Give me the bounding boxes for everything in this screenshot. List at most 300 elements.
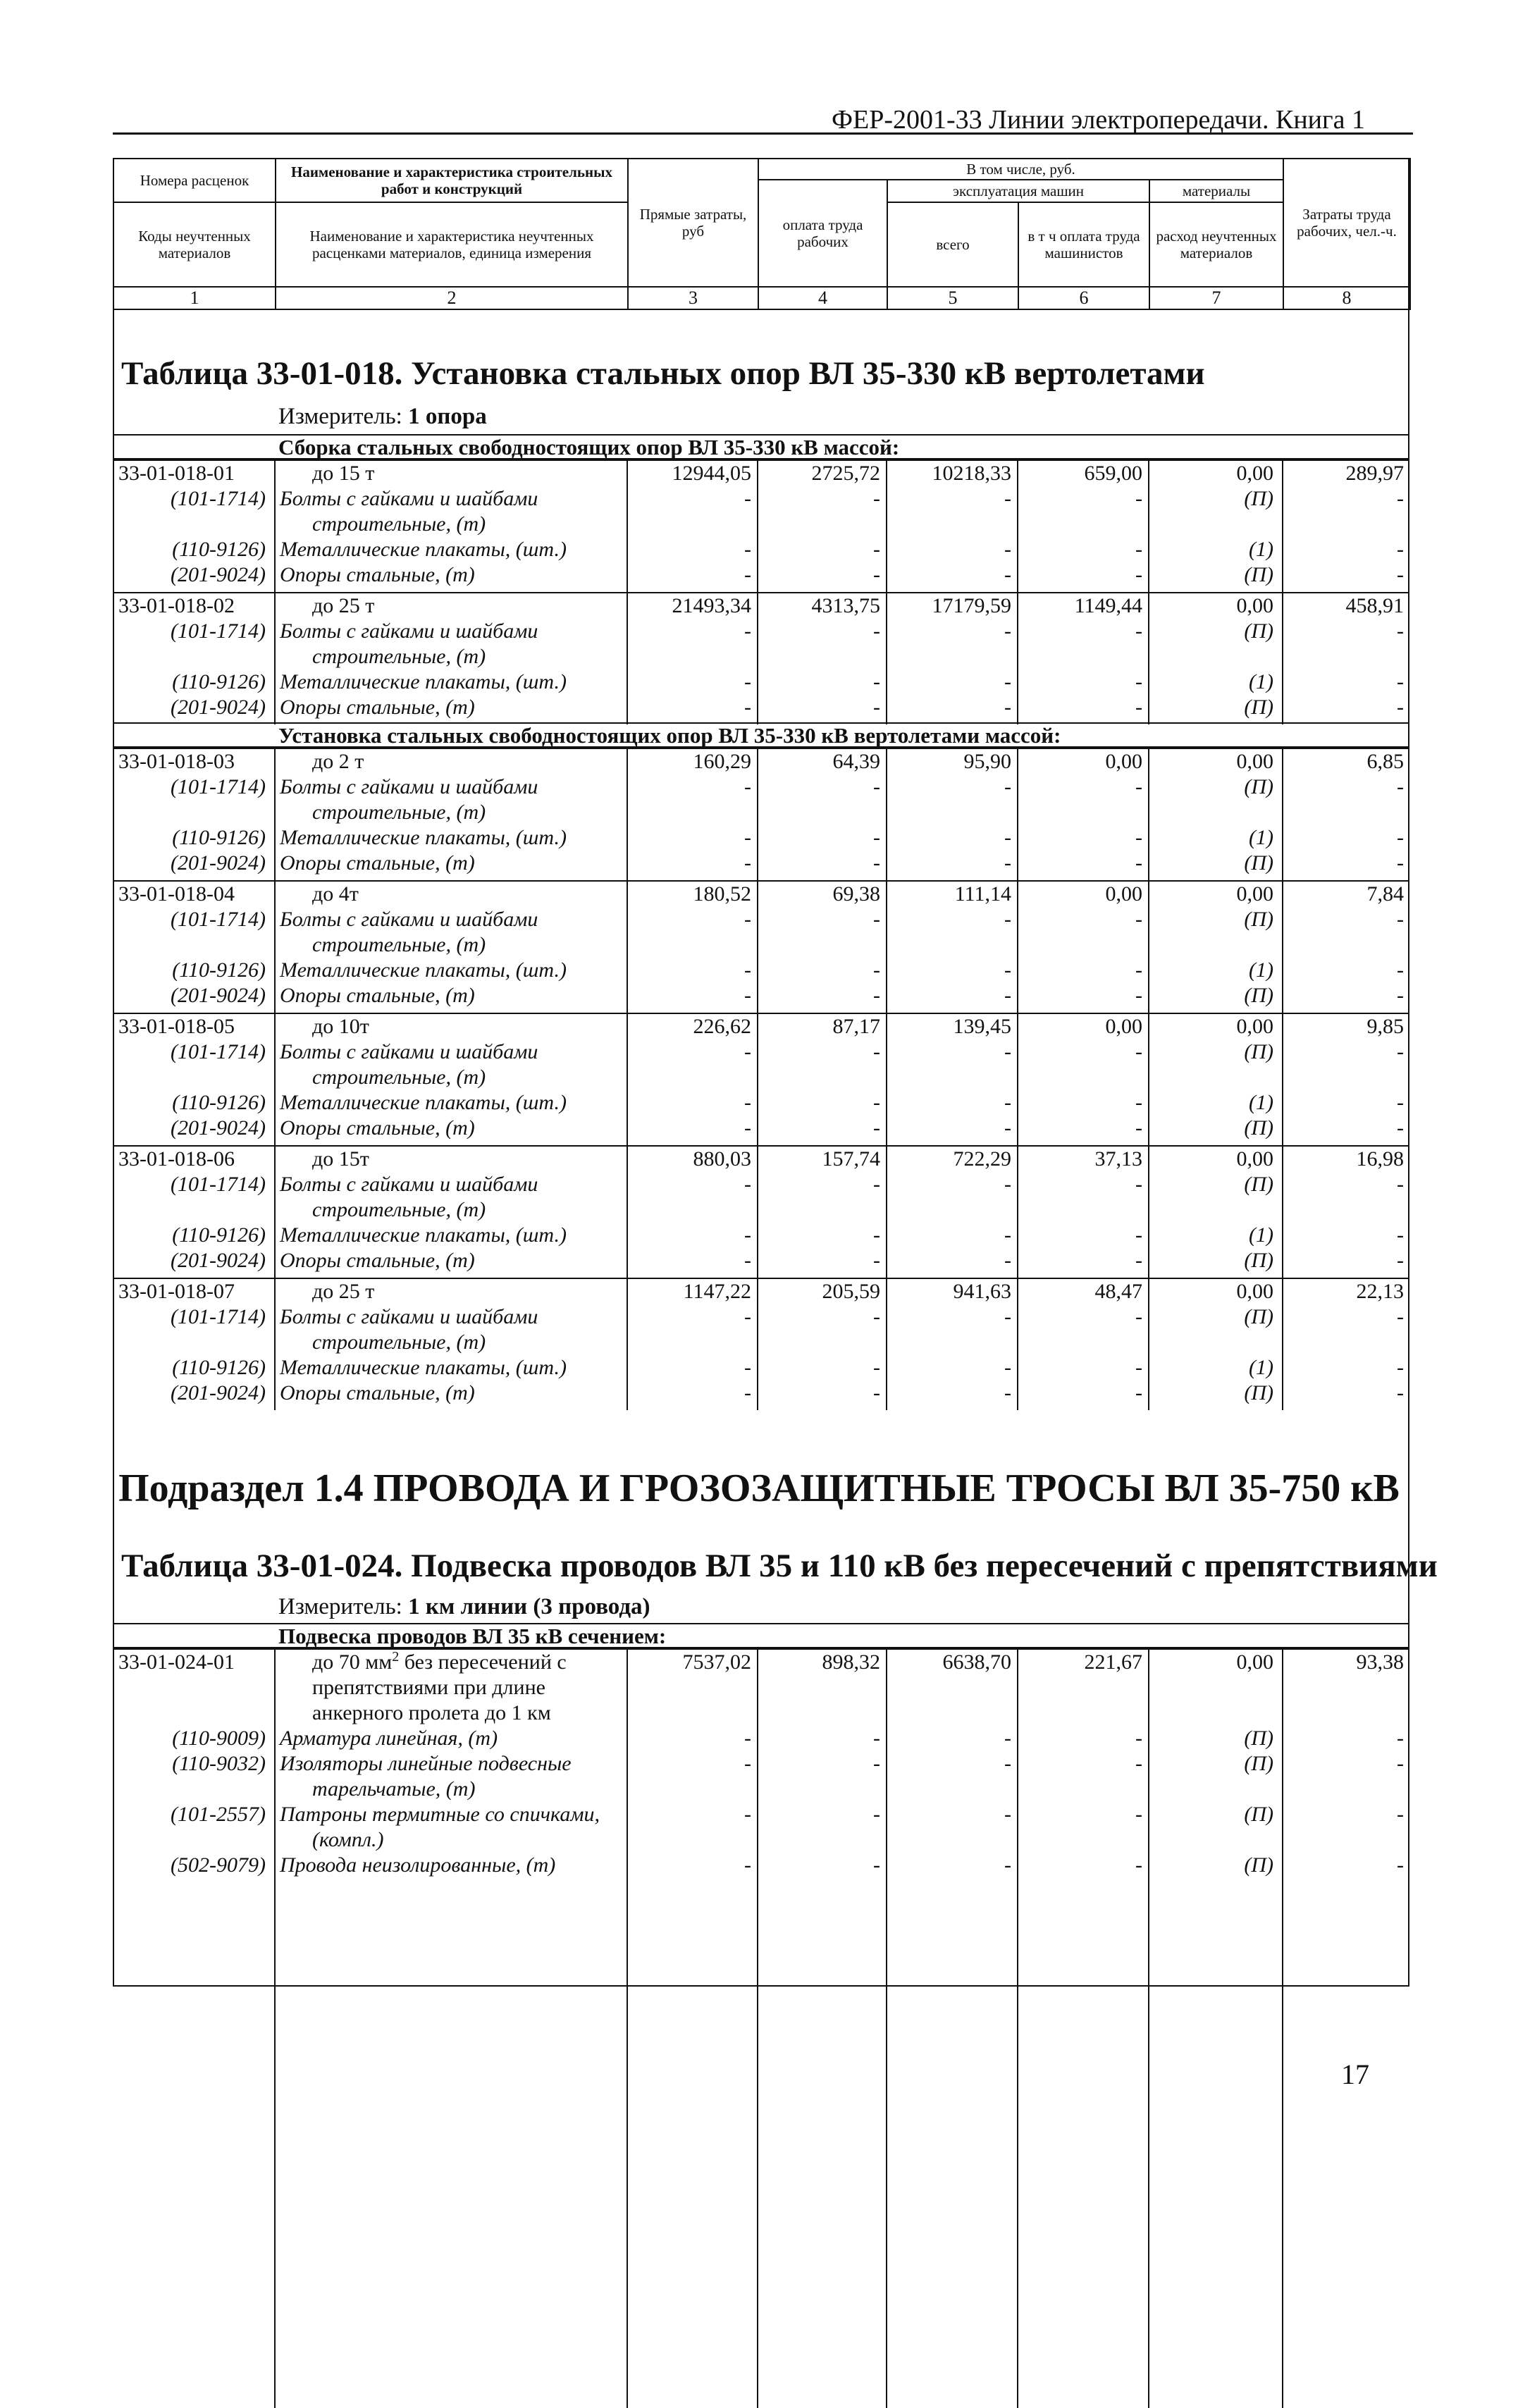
material-unit: (П) (1149, 1802, 1283, 1853)
dash: - (887, 1248, 1018, 1278)
dash: - (627, 1304, 758, 1355)
material-row (113, 983, 1409, 1013)
dash: - (1283, 486, 1409, 537)
material-code: (110-9126) (172, 670, 266, 693)
material-row (113, 907, 1409, 958)
labor-hours: 93,38 (1283, 1649, 1409, 1726)
dash: - (758, 851, 887, 881)
subsection-title: Подраздел 1.4 ПРОВОДА И ГРОЗОЗАЩИТНЫЕ ТРОСЫ ВЛ 35-750 кВ (118, 1467, 1400, 1510)
rate-row (113, 460, 1409, 486)
dash: - (627, 1853, 758, 2408)
material-name: Металлические плакаты, (шт.) (275, 1223, 627, 1248)
material-name: Металлические плакаты, (шт.) (275, 1355, 627, 1381)
material-name: Болты с гайками и шайбами строительные, (т) (275, 486, 627, 537)
col-number-3: 3 (628, 287, 758, 309)
dash: - (758, 1751, 887, 1802)
rate-code: 33-01-018-03 (113, 748, 275, 774)
material-code: (502-9079) (171, 1853, 266, 1877)
dash: - (627, 486, 758, 537)
dash: - (627, 1355, 758, 1381)
col-number-6: 6 (1018, 287, 1149, 309)
dash: - (1283, 562, 1409, 593)
dash: - (1283, 983, 1409, 1013)
dash: - (1018, 983, 1149, 1013)
machine-cost: 111,14 (887, 881, 1018, 907)
material-name: Металлические плакаты, (шт.) (275, 537, 627, 562)
labor-hours: 9,85 (1283, 1013, 1409, 1039)
column-header (113, 158, 1411, 310)
material-unit: (П) (1149, 1751, 1283, 1802)
dash: - (887, 1853, 1018, 2408)
dash: - (1283, 1248, 1409, 1278)
material-row (113, 695, 1409, 724)
machine-cost: 6638,70 (887, 1649, 1018, 1726)
dash: - (1283, 1802, 1409, 1853)
material-code: (201-9024) (171, 1116, 266, 1140)
machine-labor-cost: 659,00 (1018, 460, 1149, 486)
labor-cost: 87,17 (758, 1013, 887, 1039)
dash: - (627, 669, 758, 695)
col6-header: в т ч оплата труда машинистов (1018, 202, 1149, 287)
dash: - (1283, 1751, 1409, 1802)
dash: - (1283, 1355, 1409, 1381)
col-number-5: 5 (887, 287, 1018, 309)
material-code: (201-9024) (171, 696, 266, 719)
dash: - (887, 1304, 1018, 1355)
dash: - (758, 562, 887, 593)
dash: - (1018, 851, 1149, 881)
material-row (113, 537, 1409, 562)
material-row (113, 1039, 1409, 1090)
material-unit: (П) (1149, 1381, 1283, 1410)
material-unit: (1) (1149, 825, 1283, 851)
dash: - (627, 1381, 758, 1410)
material-code: (110-9009) (172, 1727, 266, 1750)
dash: - (887, 619, 1018, 669)
labor-cost: 205,59 (758, 1278, 887, 1304)
material-row (113, 958, 1409, 983)
rate-row (113, 881, 1409, 907)
col4-header: оплата труда рабочих (758, 180, 887, 287)
dash: - (887, 1726, 1018, 1751)
dash: - (887, 1802, 1018, 1853)
dash: - (758, 486, 887, 537)
direct-cost: 226,62 (627, 1013, 758, 1039)
rate-code: 33-01-024-01 (113, 1649, 275, 1726)
rate-name: до 10т (275, 1013, 627, 1039)
material-name: Металлические плакаты, (шт.) (275, 825, 627, 851)
material-unit: (П) (1149, 1726, 1283, 1751)
rate-row (113, 593, 1409, 619)
dash: - (1018, 1726, 1149, 1751)
dash: - (758, 958, 887, 983)
material-unit: (П) (1149, 1039, 1283, 1090)
machine-cost: 95,90 (887, 748, 1018, 774)
material-name: Опоры стальные, (т) (275, 1381, 627, 1410)
dash: - (1018, 958, 1149, 983)
direct-cost: 12944,05 (627, 460, 758, 486)
col2-bottom: Наименование и характеристика неучтенных расценками материалов, единица измерения (276, 202, 628, 287)
dash: - (887, 486, 1018, 537)
material-name: Болты с гайками и шайбами строительные, (т) (275, 907, 627, 958)
dash: - (1283, 825, 1409, 851)
rate-name: до 25 т (275, 593, 627, 619)
material-code: (101-2557) (171, 1803, 266, 1826)
dash: - (1018, 1751, 1149, 1802)
material-row (113, 562, 1409, 593)
labor-hours: 289,97 (1283, 460, 1409, 486)
group-heading-text: Подвеска проводов ВЛ 35 кВ сечением: (278, 1624, 667, 1648)
material-row (113, 1090, 1409, 1116)
group-heading (113, 434, 1409, 459)
material-name: Опоры стальные, (т) (275, 562, 627, 593)
dash: - (887, 1381, 1018, 1410)
material-unit: (П) (1149, 619, 1283, 669)
dash: - (758, 907, 887, 958)
table-018-title: Таблица 33-01-018. Установка стальных опор ВЛ 35-330 кВ вертолетами (121, 355, 1205, 392)
dash: - (627, 1039, 758, 1090)
dash: - (627, 695, 758, 724)
dash: - (758, 1039, 887, 1090)
machine-labor-cost: 37,13 (1018, 1146, 1149, 1172)
dash: - (1018, 1853, 1149, 2408)
dash: - (1018, 1116, 1149, 1146)
material-row (113, 486, 1409, 537)
dash: - (1283, 1116, 1409, 1146)
dash: - (758, 1248, 887, 1278)
dash: - (627, 537, 758, 562)
material-row (113, 669, 1409, 695)
table-024-title: Таблица 33-01-024. Подвеска проводов ВЛ 35 и 110 кВ без пересечений с препятствиями (121, 1548, 1438, 1584)
rate-row (113, 1013, 1409, 1039)
material-name: Опоры стальные, (т) (275, 983, 627, 1013)
machine-labor-cost: 221,67 (1018, 1649, 1149, 1726)
machine-labor-cost: 1149,44 (1018, 593, 1149, 619)
direct-cost: 1147,22 (627, 1278, 758, 1304)
material-name: Патроны термитные со спичками, (компл.) (275, 1802, 627, 1853)
material-code: (201-9024) (171, 851, 266, 875)
dash: - (1283, 907, 1409, 958)
direct-cost: 7537,02 (627, 1649, 758, 1726)
col-number-1: 1 (113, 287, 276, 309)
dash: - (1018, 1172, 1149, 1223)
meter-label: Измеритель: (278, 404, 402, 429)
rate-name: до 15т (275, 1146, 627, 1172)
material-unit: (П) (1149, 983, 1283, 1013)
material-name: Болты с гайками и шайбами строительные, (т) (275, 1304, 627, 1355)
rate-row (113, 748, 1409, 774)
dash: - (1018, 1039, 1149, 1090)
material-code: (110-9126) (172, 1223, 266, 1247)
material-cost: 0,00 (1149, 1146, 1283, 1172)
rate-code: 33-01-018-05 (113, 1013, 275, 1039)
dash: - (758, 619, 887, 669)
dash: - (1018, 486, 1149, 537)
meter-value: 1 опора (408, 404, 487, 429)
dash: - (758, 1172, 887, 1223)
material-unit: (П) (1149, 562, 1283, 593)
dash: - (627, 1090, 758, 1116)
material-name: Металлические плакаты, (шт.) (275, 1090, 627, 1116)
dash: - (887, 695, 1018, 724)
material-code: (201-9024) (171, 1249, 266, 1272)
dash: - (1018, 825, 1149, 851)
material-cost: 0,00 (1149, 593, 1283, 619)
labor-hours: 458,91 (1283, 593, 1409, 619)
dash: - (758, 1802, 887, 1853)
material-code: (110-9126) (172, 1091, 266, 1114)
rate-code: 33-01-018-07 (113, 1278, 275, 1304)
dash: - (758, 669, 887, 695)
material-row (113, 825, 1409, 851)
dash: - (627, 774, 758, 825)
dash: - (1283, 1853, 1409, 2408)
dash: - (1018, 774, 1149, 825)
material-name: Металлические плакаты, (шт.) (275, 958, 627, 983)
group-heading (113, 722, 1409, 748)
header-rule (113, 132, 1413, 135)
material-row (113, 1223, 1409, 1248)
material-cost: 0,00 (1149, 1013, 1283, 1039)
rate-code: 33-01-018-06 (113, 1146, 275, 1172)
dash: - (1018, 562, 1149, 593)
materials-header: материалы (1149, 180, 1283, 202)
material-code: (101-1714) (171, 487, 266, 510)
dash: - (627, 983, 758, 1013)
material-name: Болты с гайками и шайбами строительные, (т) (275, 619, 627, 669)
material-code: (101-1714) (171, 1040, 266, 1063)
dash: - (1283, 958, 1409, 983)
dash: - (887, 983, 1018, 1013)
labor-hours: 22,13 (1283, 1278, 1409, 1304)
col3-header: Прямые затраты, руб (628, 159, 758, 287)
rate-name: до 4т (275, 881, 627, 907)
dash: - (758, 1116, 887, 1146)
machine-cost: 722,29 (887, 1146, 1018, 1172)
rate-code: 33-01-018-04 (113, 881, 275, 907)
material-name: Болты с гайками и шайбами строительные, (т) (275, 1039, 627, 1090)
dash: - (887, 537, 1018, 562)
rate-name (275, 1649, 627, 1726)
machines-header: эксплуатация машин (887, 180, 1149, 202)
material-code: (101-1714) (171, 619, 266, 643)
dash: - (887, 958, 1018, 983)
material-unit: (П) (1149, 774, 1283, 825)
col2-top: Наименование и характеристика строительных работ и конструкций (276, 159, 628, 202)
dash: - (1283, 669, 1409, 695)
dash: - (1018, 619, 1149, 669)
dash: - (627, 1116, 758, 1146)
dash: - (758, 983, 887, 1013)
dash: - (627, 1248, 758, 1278)
dash: - (1283, 537, 1409, 562)
machine-labor-cost: 0,00 (1018, 881, 1149, 907)
dash: - (1018, 1802, 1149, 1853)
material-code: (101-1714) (171, 908, 266, 931)
dash: - (758, 1726, 887, 1751)
col1-top: Номера расценок (113, 159, 276, 202)
dash: - (887, 1172, 1018, 1223)
dash: - (887, 1751, 1018, 1802)
material-name: Изоляторы линейные подвесные тарельчатые, (т) (275, 1751, 627, 1802)
material-unit: (1) (1149, 669, 1283, 695)
material-row (113, 619, 1409, 669)
dash: - (1018, 669, 1149, 695)
labor-cost: 157,74 (758, 1146, 887, 1172)
material-row (113, 851, 1409, 881)
material-row (113, 1381, 1409, 1410)
dash: - (887, 907, 1018, 958)
material-code: (201-9024) (171, 1381, 266, 1404)
dash: - (1283, 851, 1409, 881)
dash: - (1283, 774, 1409, 825)
machine-cost: 139,45 (887, 1013, 1018, 1039)
table-024-meter (278, 1594, 650, 1620)
material-code: (201-9024) (171, 984, 266, 1007)
superscript: 2 (392, 1649, 400, 1665)
material-name: Арматура линейная, (т) (275, 1726, 627, 1751)
dash: - (1283, 1039, 1409, 1090)
table-018-part-1 (113, 459, 1409, 724)
col5-header: всего (887, 202, 1018, 287)
machine-cost: 17179,59 (887, 593, 1018, 619)
labor-hours: 7,84 (1283, 881, 1409, 907)
dash: - (758, 1355, 887, 1381)
direct-cost: 21493,34 (627, 593, 758, 619)
dash: - (758, 1090, 887, 1116)
labor-hours: 16,98 (1283, 1146, 1409, 1172)
material-cost: 0,00 (1149, 460, 1283, 486)
labor-cost: 69,38 (758, 881, 887, 907)
dash: - (627, 1172, 758, 1223)
machine-cost: 10218,33 (887, 460, 1018, 486)
dash: - (627, 1751, 758, 1802)
direct-cost: 880,03 (627, 1146, 758, 1172)
material-code: (101-1714) (171, 1173, 266, 1196)
table-024 (113, 1648, 1409, 2408)
dash: - (1018, 1090, 1149, 1116)
table-018-meter (278, 404, 487, 430)
dash: - (1283, 1726, 1409, 1751)
dash: - (1018, 537, 1149, 562)
machine-cost: 941,63 (887, 1278, 1018, 1304)
material-unit: (П) (1149, 1116, 1283, 1146)
material-code: (101-1714) (171, 775, 266, 798)
dash: - (627, 958, 758, 983)
dash: - (627, 907, 758, 958)
dash: - (758, 695, 887, 724)
dash: - (887, 1223, 1018, 1248)
dash: - (758, 537, 887, 562)
dash: - (887, 774, 1018, 825)
group-heading-text: Установка стальных свободностоящих опор ВЛ 35-330 кВ вертолетами массой: (278, 723, 1061, 748)
dash: - (1283, 1090, 1409, 1116)
dash: - (887, 562, 1018, 593)
rate-row (113, 1278, 1409, 1304)
rate-name: до 15 т (275, 460, 627, 486)
dash: - (758, 774, 887, 825)
material-unit: (1) (1149, 958, 1283, 983)
machine-labor-cost: 0,00 (1018, 748, 1149, 774)
material-code: (110-9126) (172, 958, 266, 982)
dash: - (1018, 1355, 1149, 1381)
dash: - (887, 825, 1018, 851)
dash: - (758, 825, 887, 851)
dash: - (1283, 619, 1409, 669)
material-code: (110-9126) (172, 1356, 266, 1379)
col7-header: расход неучтенных материалов (1149, 202, 1283, 287)
dash: - (627, 619, 758, 669)
labor-cost: 64,39 (758, 748, 887, 774)
dash: - (1018, 1223, 1149, 1248)
dash: - (627, 1223, 758, 1248)
dash: - (887, 1039, 1018, 1090)
material-unit: (1) (1149, 1223, 1283, 1248)
incl-header: В том числе, руб. (758, 159, 1283, 180)
col8-header: Затраты труда рабочих, чел.-ч. (1283, 159, 1410, 287)
material-row (113, 1355, 1409, 1381)
dash: - (1018, 695, 1149, 724)
name-part: до 70 мм (312, 1650, 393, 1674)
group-heading-text: Сборка стальных свободностоящих опор ВЛ 35-330 кВ массой: (278, 435, 900, 459)
dash: - (627, 851, 758, 881)
labor-cost: 898,32 (758, 1649, 887, 1726)
dash: - (1018, 907, 1149, 958)
material-row (113, 1172, 1409, 1223)
group-heading (113, 1623, 1409, 1648)
machine-labor-cost: 0,00 (1018, 1013, 1149, 1039)
material-unit: (П) (1149, 1172, 1283, 1223)
material-unit: (1) (1149, 1090, 1283, 1116)
name-part: без пересечений с препятствиями при длине анкерного пролета до 1 км (312, 1650, 567, 1724)
dash: - (758, 1381, 887, 1410)
dash: - (887, 1090, 1018, 1116)
direct-cost: 180,52 (627, 881, 758, 907)
material-unit: (1) (1149, 1355, 1283, 1381)
direct-cost: 160,29 (627, 748, 758, 774)
labor-cost: 2725,72 (758, 460, 887, 486)
material-unit: (П) (1149, 1853, 1283, 2408)
material-name: Металлические плакаты, (шт.) (275, 669, 627, 695)
dash: - (887, 1355, 1018, 1381)
material-unit: (1) (1149, 537, 1283, 562)
dash: - (627, 1802, 758, 1853)
dash: - (758, 1853, 887, 2408)
rate-code: 33-01-018-02 (113, 593, 275, 619)
material-code: (110-9126) (172, 826, 266, 849)
material-row (113, 1116, 1409, 1146)
material-cost: 0,00 (1149, 1278, 1283, 1304)
col-number-8: 8 (1283, 287, 1410, 309)
material-unit: (П) (1149, 851, 1283, 881)
dash: - (1018, 1304, 1149, 1355)
material-code: (101-1714) (171, 1305, 266, 1328)
rate-code: 33-01-018-01 (113, 460, 275, 486)
material-cost: 0,00 (1149, 881, 1283, 907)
dash: - (887, 669, 1018, 695)
dash: - (1283, 1223, 1409, 1248)
material-code: (201-9024) (171, 563, 266, 586)
material-cost: 0,00 (1149, 1649, 1283, 1726)
material-row (113, 1248, 1409, 1278)
material-name: Опоры стальные, (т) (275, 695, 627, 724)
material-name: Провода неизолированные, (т) (275, 1853, 627, 2408)
material-name: Опоры стальные, (т) (275, 1248, 627, 1278)
material-name: Опоры стальные, (т) (275, 1116, 627, 1146)
material-code: (110-9032) (172, 1752, 266, 1775)
material-name: Опоры стальные, (т) (275, 851, 627, 881)
material-row (113, 1304, 1409, 1355)
